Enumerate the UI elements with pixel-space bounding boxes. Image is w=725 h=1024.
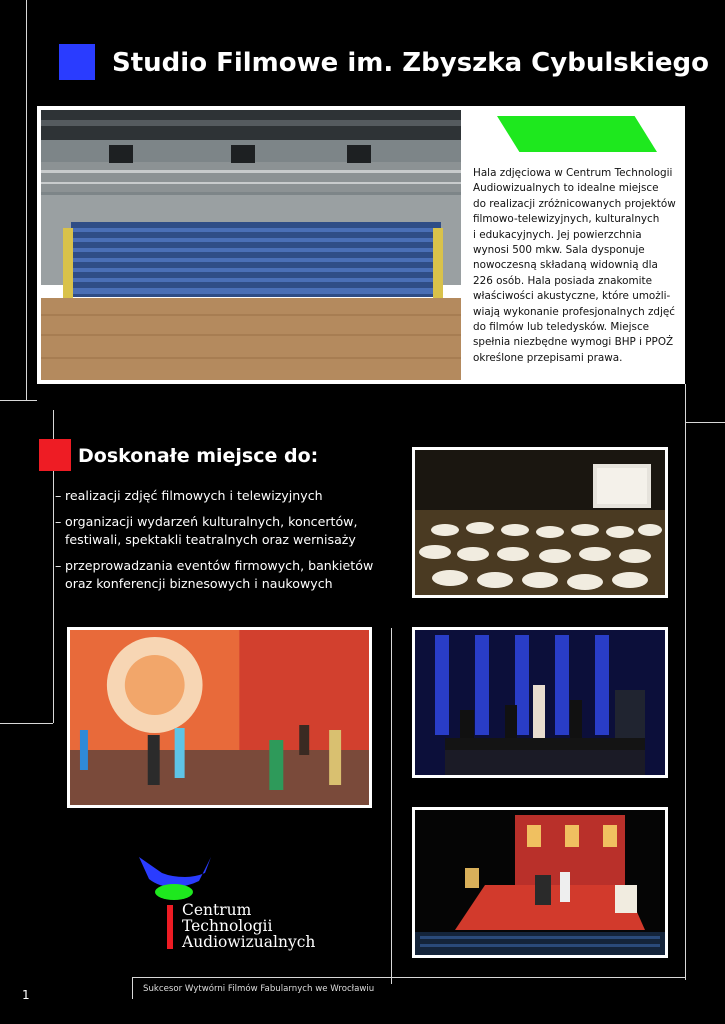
list-item: – realizacji zdjęć filmowych i telewizyjnych bbox=[55, 488, 323, 503]
concert-photo bbox=[412, 627, 668, 778]
logo-green-shape bbox=[155, 884, 193, 900]
footer-text: Sukcesor Wytwórni Filmów Fabularnych we Wrocławiu bbox=[143, 984, 375, 994]
section-subtitle: Doskonałe miejsce do: bbox=[78, 445, 319, 467]
frame-line-left-top bbox=[26, 0, 27, 400]
list-item: – przeprowadzania eventów firmowych, bankietów oraz konferencji biznesowych i naukowych bbox=[55, 557, 374, 591]
logo-text: Centrum Technologii Audiowizualnych bbox=[182, 901, 316, 951]
performance-photo bbox=[67, 627, 372, 808]
logo-red-bar bbox=[167, 905, 173, 949]
title-accent-square bbox=[59, 44, 95, 80]
section-accent-square bbox=[39, 439, 71, 471]
frame-line-center bbox=[391, 628, 392, 984]
frame-line-right-h bbox=[686, 422, 725, 423]
green-accent-bar bbox=[497, 116, 657, 152]
studio-hall-photo bbox=[41, 110, 461, 380]
stage-set-photo bbox=[412, 807, 668, 958]
logo-blue-shape bbox=[139, 857, 211, 887]
frame-line-left-mid-h bbox=[0, 723, 53, 724]
banquet-photo bbox=[412, 447, 668, 598]
frame-line-left-top-h bbox=[0, 400, 37, 401]
frame-line-right bbox=[685, 384, 686, 980]
frame-line-bottom bbox=[132, 977, 685, 978]
frame-line-bottom-tick bbox=[132, 977, 133, 999]
uses-list bbox=[55, 487, 385, 601]
page-number: 1 bbox=[22, 988, 30, 1002]
list-item: – organizacji wydarzeń kulturalnych, koncertów, festiwali, spektakli teatralnych oraz wernisaży bbox=[55, 513, 358, 547]
hall-description: Hala zdjęciowa w Centrum Technologii Audiowizualnych to idealne miejsce do realizacji zróżnicowanych projektów filmowo-telewizyjnych, kulturalnych i edukacyjnych. Jej powierzchnia wynosi 500 mkw. Sala dysponuje nowoczesną składaną widownią dla 226 osób. Hala posiada znakomite właściwości akustyczne, które umożli- wiają wykonanie profesjonalnych zdjęć do filmów lub teledysków. Miejsce spełnia niezbędne wymogi BHP i PPOŻ określone przepisami prawa. bbox=[473, 167, 676, 364]
page-title: Studio Filmowe im. Zbyszka Cybulskiego bbox=[112, 48, 710, 78]
